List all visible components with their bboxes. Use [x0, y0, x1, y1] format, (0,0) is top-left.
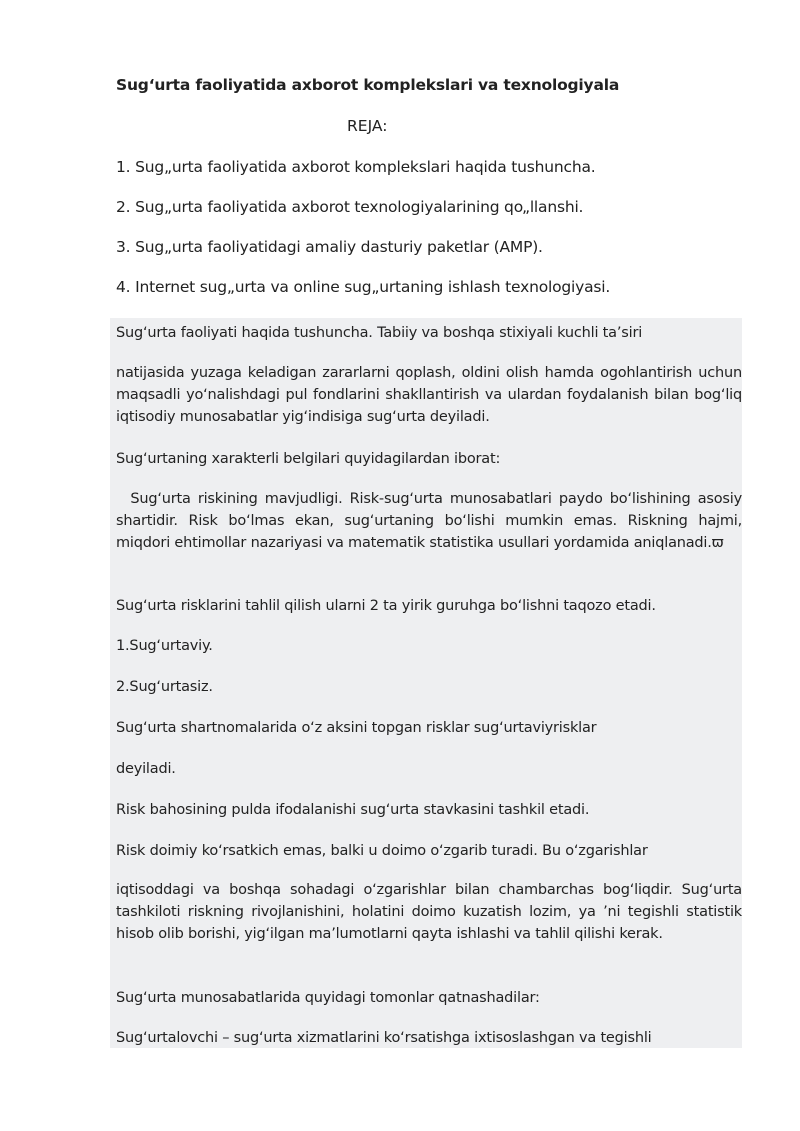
plan-item: 3. Sug„urta faoliyatidagi amaliy dasturiy paketlar (AMP).: [116, 238, 543, 256]
paragraph: Sug‘urta riskining mavjudligi. Risk-sug‘urta munosabatlari paydo bo‘lishining asosiy shartidir. Risk bo‘lmas ekan, sug‘urtaning bo‘lishi mumkin emas. Riskning hajmi, miqdori ehtimollar nazariyasi va matematik statistika usullari yordamida aniqlanadi.ϖ: [116, 491, 747, 551]
paragraph: natijasida yuzaga keladigan zararlarni qoplash, oldini olish hamda ogohlantirish uchun maqsadli yo‘nalishdagi pul fondlarini shakllantirish va ulardan foydalanish bilan bog‘liq iqtisodiy munosabatlar yig‘indisiga sug‘urta deyiladi.: [116, 365, 742, 425]
plan-item: 4. Internet sug„urta va online sug„urtaning ishlash texnologiyasi.: [116, 278, 611, 296]
document-title: Sug‘urta faoliyatida axborot komplekslari va texnologiyala: [116, 76, 620, 94]
paragraph: Sug‘urtaning xarakterli belgilari quyidagilardan iborat:: [116, 451, 501, 467]
paragraph: Sug‘urta faoliyati haqida tushuncha. Tabiiy va boshqa stixiyali kuchli ta’siri: [116, 325, 643, 341]
paragraph: deyiladi.: [116, 761, 176, 777]
plan-item: 2. Sug„urta faoliyatida axborot texnologiyalarining qo„llanshi.: [116, 198, 584, 216]
plan-heading: REJA:: [347, 117, 388, 135]
paragraph: Sug‘urta risklarini tahlil qilish ularni 2 ta yirik guruhga bo‘lishni taqozo etadi.: [116, 598, 656, 614]
paragraph: Risk doimiy ko‘rsatkich emas, balki u doimo o‘zgarib turadi. Bu o‘zgarishlar: [116, 843, 648, 859]
paragraph: Sug‘urta munosabatlarida quyidagi tomonlar qatnashadilar:: [116, 990, 540, 1006]
paragraph: 2.Sug‘urtasiz.: [116, 679, 213, 695]
plan-list: [116, 157, 610, 317]
paragraph: Risk bahosining pulda ifodalanishi sug‘urta stavkasini tashkil etadi.: [116, 802, 590, 818]
paragraph: Sug‘urta shartnomalarida o‘z aksini topgan risklar sug‘urtaviyrisklar: [116, 720, 597, 736]
plan-item: 1. Sug„urta faoliyatida axborot komplekslari haqida tushuncha.: [116, 158, 596, 176]
paragraph: Sug‘urtalovchi – sug‘urta xizmatlarini ko‘rsatishga ixtisoslashgan va tegishli: [116, 1030, 652, 1046]
paragraph: iqtisoddagi va boshqa sohadagi o‘zgarishlar bilan chambarchas bog‘liqdir. Sug‘urta tashkiloti riskning rivojlanishini, holatini doimo kuzatish lozim, ya ’ni tegishli statistik hisob olib borishi, yig‘ilgan ma’lumotlarni qayta ishlashi va tahlil qilishi kerak.: [116, 882, 742, 942]
paragraph: 1.Sug‘urtaviy.: [116, 638, 213, 654]
